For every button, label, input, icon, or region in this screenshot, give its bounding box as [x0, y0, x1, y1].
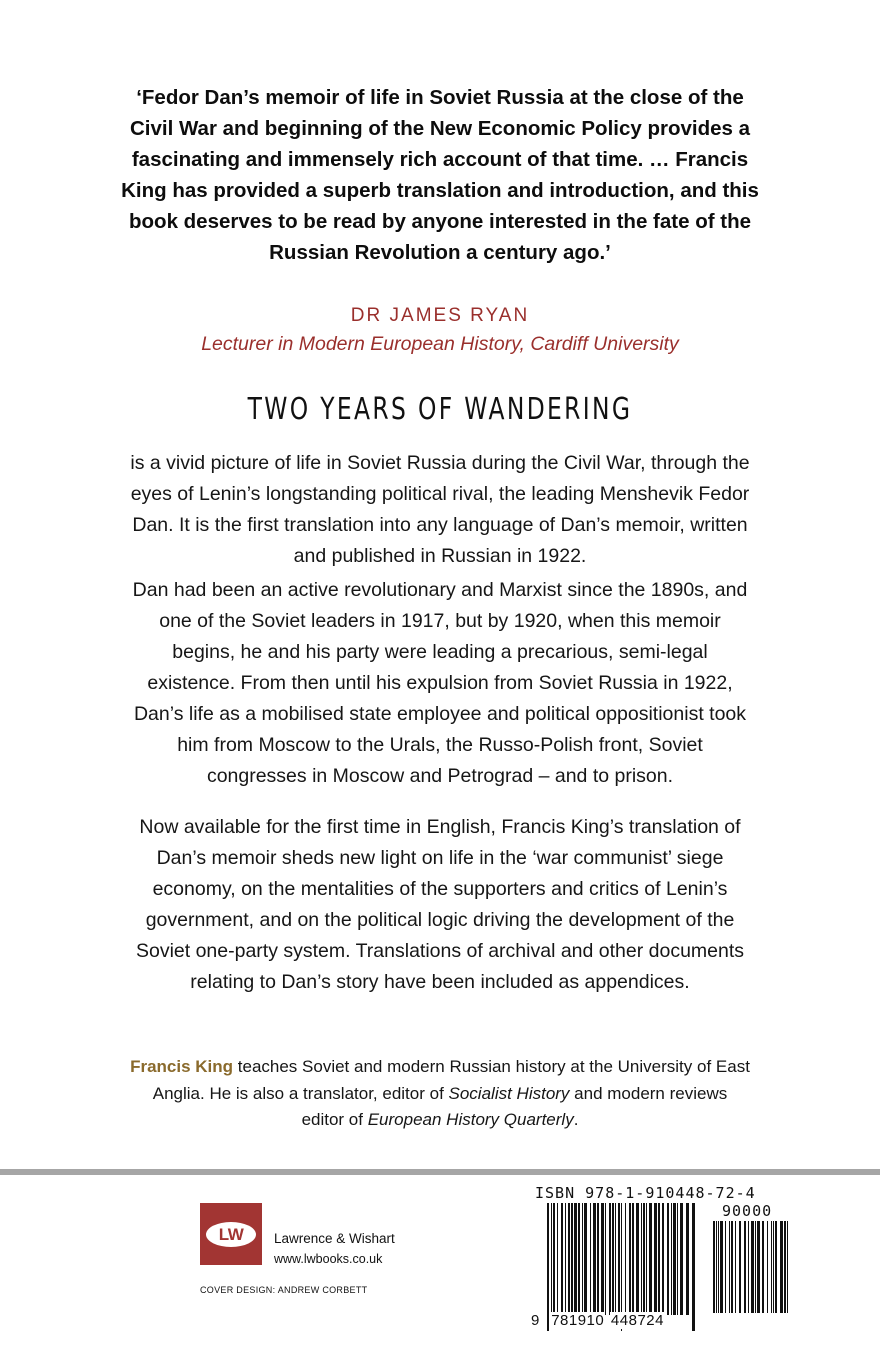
barcode-addon-bar: [725, 1221, 726, 1313]
barcode-addon-bar: [757, 1221, 760, 1313]
barcode-bar: [574, 1203, 577, 1315]
barcode-bar: [692, 1203, 695, 1331]
barcode-bar: [584, 1203, 587, 1315]
barcode-addon-bar: [748, 1221, 749, 1313]
blurb-paragraph-2: Dan had been an active revolutionary and Marxist since the 1890s, and one of the Soviet leaders in 1917, but by 1920, when this memoir begins, he and his party were leading a precarious, semi-legal existence. From then until his expulsion from Soviet Russia in 1922, Dan’s life as a mobilised state employee and political oppositionist took him from Moscow to the Urals, the Russo-Polish front, Soviet congresses in Moscow and Petrograd – and to prison.: [132, 579, 748, 787]
barcode-bar: [671, 1203, 672, 1315]
blurb-paragraph-1: is a vivid picture of life in Soviet Russia during the Civil War, through the eyes of Lenin’s longstanding political rival, the leading Menshevik Fedor Dan. It is the first translation into any language of Dan’s memoir, written and published in Russian in 1922.: [130, 452, 750, 567]
bio-text-3: .: [573, 1110, 579, 1129]
barcode-bar: [662, 1203, 664, 1315]
divider-rule: [0, 1169, 880, 1175]
endorsement-quote: ‘Fedor Dan’s memoir of life in Soviet Russia at the close of the Civil War and beginning of the New Economic Policy provides a fascinating and immensely rich account of that time. … Francis King has provided a superb translation and introduction, and this book deserves to be read by anyone interested in the fate of the Russian Revolution a century ago.’: [121, 86, 759, 264]
barcode-addon-bar: [762, 1221, 764, 1313]
endorser-name: DR JAMES RYAN: [350, 305, 530, 326]
barcode-digits-group-2: 448724: [610, 1312, 664, 1329]
barcode-bar: [677, 1203, 678, 1315]
barcode-bar: [629, 1203, 631, 1315]
barcode-bar: [601, 1203, 604, 1315]
barcode-bar: [641, 1203, 642, 1315]
barcode-addon-bar: [731, 1221, 733, 1313]
publisher-logo: [200, 1203, 262, 1265]
barcode-addon-bar: [744, 1221, 746, 1313]
barcode-digit-lead: 9: [531, 1312, 540, 1329]
barcode-bar: [667, 1203, 669, 1315]
bio-text-1: teaches Soviet and modern Russian history at the University of East Anglia. He is also a translator, editor of: [152, 1057, 750, 1103]
barcode-bar: [636, 1203, 639, 1315]
barcode-addon-bar: [735, 1221, 736, 1313]
barcode-bar: [557, 1203, 558, 1315]
barcode-bar: [568, 1203, 570, 1315]
barcode-addon-bar: [751, 1221, 754, 1313]
barcode-addon-bar: [720, 1221, 723, 1313]
bio-text-2: and modern reviews editor of: [301, 1083, 728, 1129]
barcode-addon-bar: [716, 1221, 717, 1313]
barcode-bar: [609, 1203, 611, 1315]
barcode-addon-bar: [780, 1221, 783, 1313]
barcode-addon-bar: [713, 1221, 715, 1313]
endorser-role: Lecturer in Modern European History, Cardiff University: [201, 333, 679, 355]
barcode-digits-group-1: 781910: [551, 1312, 605, 1329]
barcode-addon-bar: [787, 1221, 788, 1313]
barcode-addon-bar: [784, 1221, 786, 1313]
barcode-addon-bar: [771, 1221, 772, 1313]
cover-design-credit: COVER DESIGN: ANDREW CORBETT: [200, 1285, 368, 1295]
barcode-addon-bar: [767, 1221, 768, 1313]
barcode-bar: [643, 1203, 645, 1315]
isbn-label: ISBN 978-1-910448-72-4: [535, 1184, 756, 1202]
publisher-name: Lawrence & Wishart: [274, 1231, 395, 1246]
barcode-bar: [615, 1203, 616, 1315]
barcode-bar: [597, 1203, 599, 1315]
barcode-addon-bar: [773, 1221, 774, 1313]
barcode-bar: [658, 1203, 660, 1315]
barcode-bar: [593, 1203, 596, 1315]
barcode-bar: [673, 1203, 676, 1315]
barcode-bar: [605, 1203, 606, 1315]
barcode-bar: [612, 1203, 614, 1315]
blurb-paragraph-3: Now available for the first time in English, Francis King’s translation of Dan’s memoir sheds new light on life in the ‘war communist’ siege economy, on the mentalities of the supporters and critics of Lenin’s government, and on the political logic driving the development of the Soviet one-party system. Translations of archival and other documents relating to Dan’s story have been included as appendices.: [135, 816, 745, 993]
barcode-bar: [654, 1203, 657, 1315]
barcode-price-code: 90000: [722, 1202, 773, 1220]
barcode-bar: [582, 1203, 583, 1315]
bio-journal-1: Socialist History: [448, 1083, 570, 1103]
barcode-addon-bar: [739, 1221, 741, 1313]
barcode-addon-bar: [775, 1221, 777, 1313]
barcode-bar: [649, 1203, 652, 1315]
barcode-bar: [590, 1203, 591, 1315]
barcode-bar: [571, 1203, 573, 1315]
publisher-url: www.lwbooks.co.uk: [274, 1252, 383, 1266]
barcode-bar: [553, 1203, 555, 1315]
barcode-digits: [530, 1312, 665, 1329]
barcode-addon-bar: [755, 1221, 756, 1313]
author-bio: [130, 1054, 750, 1134]
barcode-addon-bar: [718, 1221, 719, 1313]
book-title: TWO YEARS OF WANDERING: [247, 392, 633, 427]
barcode-bar: [578, 1203, 580, 1315]
barcode-bar: [551, 1203, 552, 1315]
barcode-bar: [680, 1203, 683, 1315]
barcode-bar: [686, 1203, 689, 1315]
barcode-bar: [646, 1203, 647, 1315]
barcode-bar: [625, 1203, 626, 1315]
barcode-addon-bar: [729, 1221, 730, 1313]
bio-journal-2: European History Quarterly: [367, 1110, 574, 1129]
barcode-bar: [565, 1203, 566, 1315]
barcode-bar: [632, 1203, 634, 1315]
barcode-bar: [561, 1203, 563, 1315]
author-name: Francis King: [130, 1057, 234, 1076]
publisher-logo-text: LW: [206, 1222, 256, 1247]
barcode-bar: [618, 1203, 620, 1315]
